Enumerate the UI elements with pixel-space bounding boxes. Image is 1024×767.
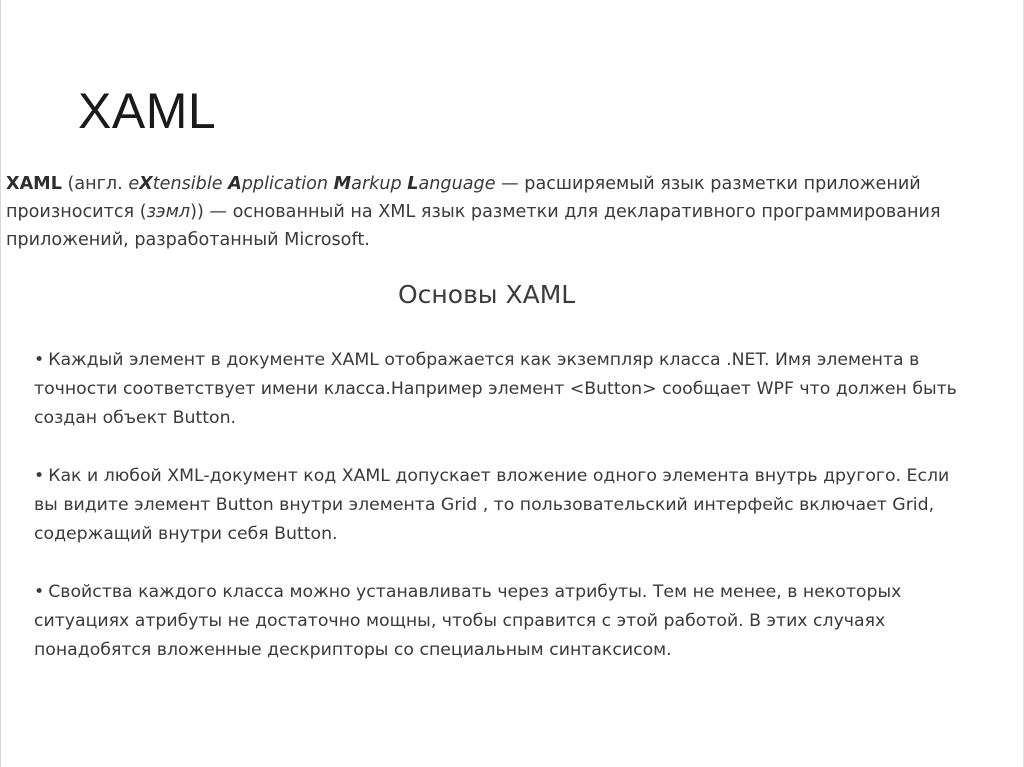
definition-line-2: произносится (зэмл)) — основанный на XML язык разметки для декларативного программирования xyxy=(6,202,941,222)
definition-line-1: XAML (англ. eXtensible Application Markup Language — расширяемый язык разметки приложений xyxy=(6,174,921,194)
bullet-item-1: • Каждый элемент в документе XAML отображается как экземпляр класса .NET. Имя элемента в точности соответствует имени класса.Например элемент <Button> сообщает WPF что должен быть создан объект Button. xyxy=(34,350,957,428)
content-image xyxy=(6,170,1014,660)
definition-term: XAML xyxy=(6,174,62,194)
pronunciation: зэмл xyxy=(146,202,191,222)
section-heading: Основы XAML xyxy=(398,280,576,309)
bullet-item-2: • Как и любой XML-документ код XAML допускает вложение одного элемента внутрь другого. Если вы видите элемент Button внутри элемента Grid , то пользовательский интерфейс включает Grid, содержащий внутри себя Button. xyxy=(34,466,950,544)
definition-line-3: приложений, разработанный Microsoft. xyxy=(6,230,370,250)
definition-paragraph xyxy=(6,170,1014,254)
bullet-dot-icon: • xyxy=(34,466,45,486)
bullet-dot-icon: • xyxy=(34,350,45,370)
slide-left-border xyxy=(0,0,1,767)
bullet-dot-icon: • xyxy=(34,582,45,602)
acronym-expansion: eXtensible Application Markup Language xyxy=(128,174,496,194)
bullet-item-3: • Свойства каждого класса можно устанавливать через атрибуты. Тем не менее, в некоторых ситуациях атрибуты не достаточно мощны, чтобы справится с этой работой. В этих случаях понадобятся вложенные дескрипторы со специальным синтаксисом. xyxy=(34,582,902,660)
slide-title: XAML xyxy=(78,83,217,139)
bullet-list xyxy=(34,346,1014,694)
